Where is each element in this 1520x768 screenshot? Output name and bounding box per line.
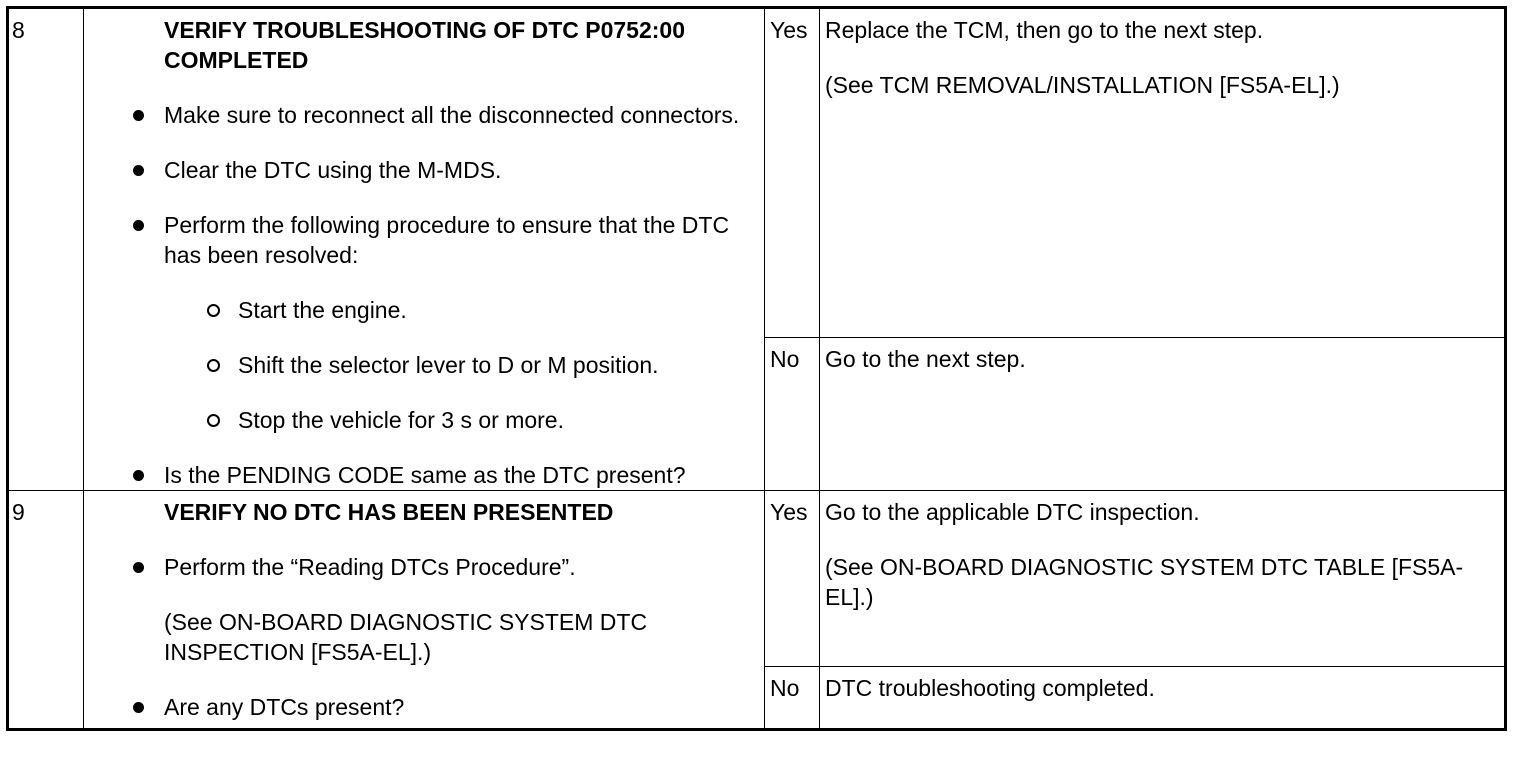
bullet-text: Perform the following procedure to ensure that the DTC has been resolved:: [164, 212, 730, 268]
no-label-cell: [765, 338, 820, 491]
sub-bullet-item: [238, 405, 744, 435]
bullet-item: [164, 460, 744, 490]
bullet-text: Make sure to reconnect all the disconnected connectors.: [164, 102, 740, 128]
bullet-dot-icon: [133, 470, 144, 481]
yes-reference-text: (See ON-BOARD DIAGNOSTIC SYSTEM DTC TABLE [FS5A-EL].): [825, 554, 1464, 610]
yes-label-cell: [765, 8, 820, 338]
no-action-cell: [820, 667, 1506, 730]
yes-label: Yes: [770, 499, 808, 525]
sub-bullet-item: [238, 350, 744, 380]
bullet-dot-icon: [133, 110, 144, 121]
sub-bullet-ring-icon: [207, 414, 220, 427]
step-number-cell: [8, 491, 84, 730]
step-number-cell: [8, 8, 84, 491]
yes-reference-text: (See TCM REMOVAL/INSTALLATION [FS5A-EL].): [825, 72, 1340, 98]
bullet-dot-icon: [133, 165, 144, 176]
bullet-dot-icon: [133, 562, 144, 573]
yes-action-text: Replace the TCM, then go to the next step.: [825, 17, 1264, 43]
yes-action-cell: [820, 491, 1506, 667]
bullet-item: [164, 552, 744, 582]
yes-label: Yes: [770, 17, 808, 43]
bullet-dot-icon: [133, 702, 144, 713]
step-heading: VERIFY NO DTC HAS BEEN PRESENTED: [164, 499, 614, 525]
no-label-cell: [765, 667, 820, 730]
step-procedure-cell: [84, 8, 765, 491]
step-procedure-cell: [84, 491, 765, 730]
reference-text: (See ON-BOARD DIAGNOSTIC SYSTEM DTC INSPECTION [FS5A-EL].): [164, 609, 648, 665]
no-action-text: DTC troubleshooting completed.: [825, 675, 1155, 701]
yes-label-cell: [765, 491, 820, 667]
no-action-text: Go to the next step.: [825, 346, 1026, 372]
bullet-item: [164, 155, 744, 185]
step-8-yes-row: [8, 8, 1506, 338]
question-text: Is the PENDING CODE same as the DTC present?: [164, 462, 686, 488]
step-heading: VERIFY TROUBLESHOOTING OF DTC P0752:00 COMPLETED: [164, 17, 686, 73]
bullet-text: Perform the “Reading DTCs Procedure”.: [164, 554, 576, 580]
sub-bullet-text: Shift the selector lever to D or M position.: [238, 352, 659, 378]
no-label: No: [770, 675, 800, 701]
bullet-item: [164, 210, 744, 270]
step-9-yes-row: [8, 491, 1506, 667]
bullet-item: [164, 692, 744, 722]
bullet-text: Clear the DTC using the M-MDS.: [164, 157, 502, 183]
yes-action-cell: [820, 8, 1506, 338]
step-number: 9: [12, 499, 25, 525]
yes-action-text: Go to the applicable DTC inspection.: [825, 499, 1200, 525]
bullet-dot-icon: [133, 220, 144, 231]
no-label: No: [770, 346, 800, 372]
sub-bullet-text: Start the engine.: [238, 297, 407, 323]
no-action-cell: [820, 338, 1506, 491]
question-text: Are any DTCs present?: [164, 694, 405, 720]
sub-bullet-ring-icon: [207, 304, 220, 317]
step-number: 8: [12, 17, 25, 43]
bullet-item: [164, 100, 744, 130]
troubleshooting-table: [6, 6, 1507, 731]
sub-bullet-text: Stop the vehicle for 3 s or more.: [238, 407, 564, 433]
sub-bullet-item: [238, 295, 744, 325]
sub-bullet-ring-icon: [207, 359, 220, 372]
